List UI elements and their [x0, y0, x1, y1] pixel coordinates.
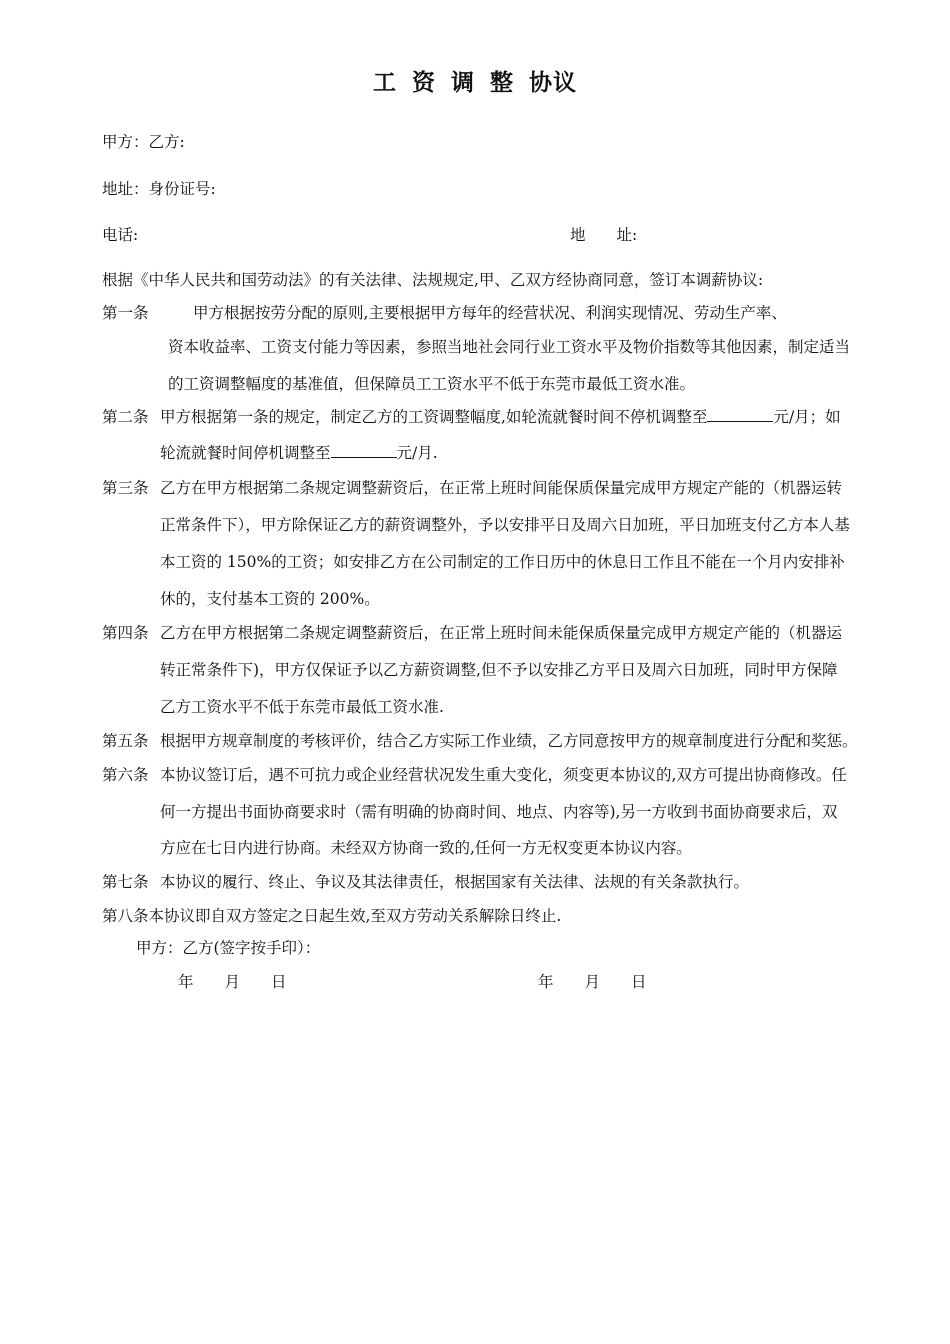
article-2-unit: 元/月. [396, 444, 438, 462]
amount-blank-nonstop[interactable] [707, 407, 773, 422]
article-5-label: 第五条 [102, 732, 149, 750]
article-3-line: 休的，支付基本工资的 200%。 [160, 590, 380, 608]
article-6-label: 第六条 [102, 766, 149, 784]
article-2-line-1 [160, 407, 841, 427]
article-5-line: 根据甲方规章制度的考核评价，结合乙方实际工作业绩，乙方同意按甲方的规章制度进行分配和奖惩。 [160, 732, 858, 750]
article-4-label: 第四条 [102, 624, 149, 642]
address-id-line: 地址：身份证号: [102, 180, 216, 198]
article-1-line: 资本收益率、工资支付能力等因素，参照当地社会同行业工资水平及物价指数等其他因素，制定适当 [168, 338, 851, 356]
article-7-label: 第七条 [102, 873, 149, 891]
phone-label: 电话: [102, 226, 139, 244]
article-1-line: 的工资调整幅度的基准值，但保障员工工资水平不低于东莞市最低工资水准。 [168, 375, 696, 393]
address-label: 地 址: [570, 226, 638, 244]
intro-paragraph: 根据《中华人民共和国劳动法》的有关法律、法规规定,甲、乙双方经协商同意，签订本调薪协议: [102, 271, 764, 289]
article-1-label: 第一条 [102, 304, 149, 322]
article-2-line-2 [160, 443, 438, 463]
article-6-line: 本协议签订后，遇不可抗力或企业经营状况发生重大变化，须变更本协议的,双方可提出协商修改。任 [160, 766, 847, 784]
article-6-line: 何一方提出书面协商要求时（需有明确的协商时间、地点、内容等),另一方收到书面协商要求后，双 [160, 803, 838, 821]
article-1-line: 甲方根据按劳分配的原则,主要根据甲方每年的经营状况、利润实现情况、劳动生产率、 [193, 304, 787, 322]
amount-blank-stop[interactable] [331, 443, 397, 458]
article-2-label: 第二条 [102, 408, 149, 426]
article-2-text: 甲方根据第一条的规定，制定乙方的工资调整幅度,如轮流就餐时间不停机调整至 [160, 408, 708, 426]
date-left: 年 月 日 [178, 973, 287, 991]
article-4-line: 乙方在甲方根据第二条规定调整薪资后，在正常上班时间未能保质保量完成甲方规定产能的（机器运 [160, 624, 843, 642]
article-3-line: 乙方在甲方根据第二条规定调整薪资后，在正常上班时间能保质保量完成甲方规定产能的（机器运转 [160, 479, 843, 497]
article-4-line: 转正常条件下)，甲方仅保证予以乙方薪资调整,但不予以安排乙方平日及周六日加班，同时甲方保障 [160, 661, 838, 679]
signature-line: 甲方：乙方(签字按手印）： [136, 939, 321, 957]
date-right: 年 月 日 [538, 973, 647, 991]
article-6-line: 方应在七日内进行协商。未经双方协商一致的,任何一方无权变更本协议内容。 [160, 839, 692, 857]
article-2-unit: 元/月；如 [773, 408, 841, 426]
party-line: 甲方：乙方: [102, 133, 185, 151]
article-2-text: 轮流就餐时间停机调整至 [160, 444, 331, 462]
article-3-label: 第三条 [102, 479, 149, 497]
document-title: 工 资 调 整 协议 [372, 70, 578, 96]
article-4-line: 乙方工资水平不低于东莞市最低工资水准. [160, 698, 444, 716]
article-7-line: 本协议的履行、终止、争议及其法律责任，根据国家有关法律、法规的有关条款执行。 [160, 873, 750, 891]
article-3-line: 正常条件下），甲方除保证乙方的薪资调整外，予以安排平日及周六日加班，平日加班支付乙方本人基 [160, 516, 850, 534]
article-8-line: 第八条本协议即自双方签定之日起生效,至双方劳动关系解除日终止. [102, 907, 562, 925]
article-3-line: 本工资的 150%的工资；如安排乙方在公司制定的工作日历中的休息日工作且不能在一个月内安排补 [160, 553, 845, 571]
